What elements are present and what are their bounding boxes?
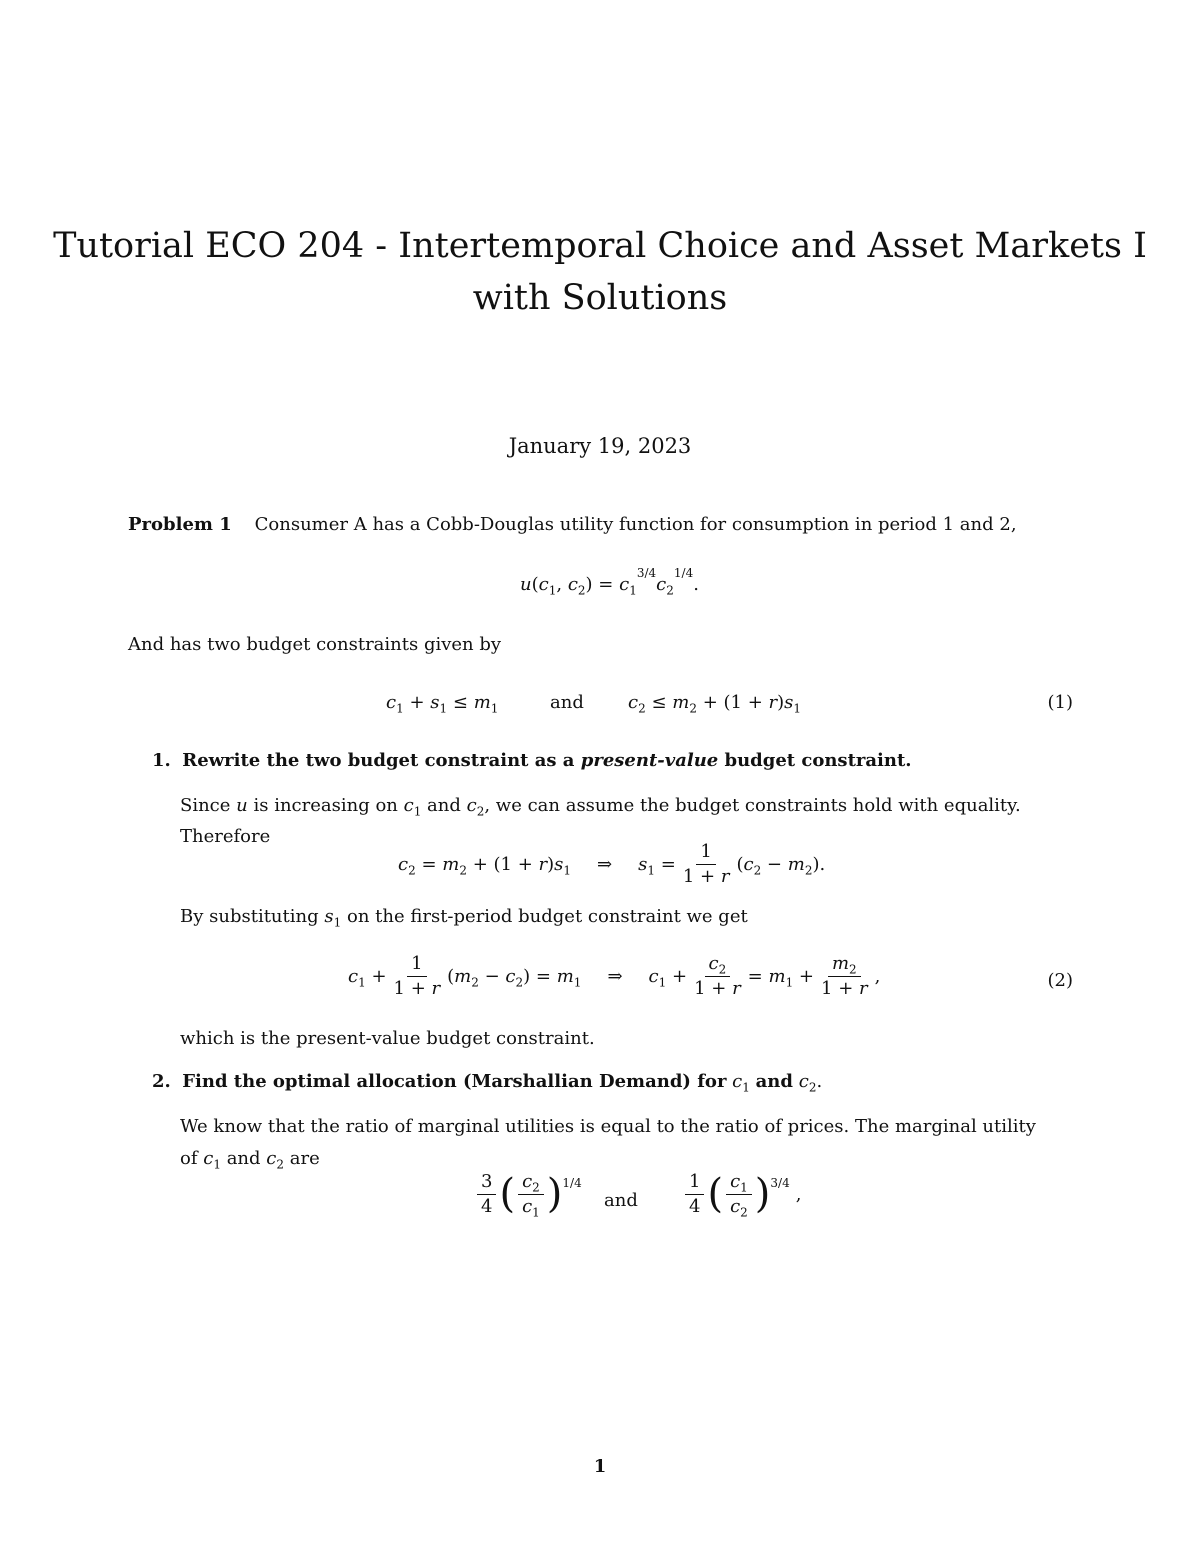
q1-savings-equation: $c_2 = m_2 + (1 + r)s_1$ ⇒ $s_1$ = $\frac{1}{1 + r}$ $(c_2 - m_2)$. [398,841,826,887]
document-title-line1: Tutorial ECO 204 - Intertemporal Choice and Asset Markets I [53,226,1147,266]
q1-prompt: 1. Rewrite the two budget constraint as a present-value budget constraint. [152,750,912,771]
q2-prompt: 2. Find the optimal allocation (Marshallian Demand) for $c_1$ and $c_2$. [152,1071,823,1095]
equation-number-2: (2) [1047,970,1073,991]
budget-constraint-1: $c_1 + s_1 \le m_1$ [386,692,499,716]
q1-therefore: Therefore [180,826,271,847]
present-value-equation: $c_1$ + $\frac{1}{1 + r}$ $(m_2 - c_2) = m_1$ ⇒ $c_1$ + $\frac{c_2}{1 + r}$ = $m_1$ + $\frac{m_2}{1 + r}$ , [348,953,881,999]
q1-prompt-italic: present-value [580,750,719,771]
q2-solution-line1: We know that the ratio of marginal utilities is equal to the ratio of prices. The marginal utility [180,1116,1036,1137]
page-number: 1 [593,1456,607,1477]
marginal-utility-c2: $\frac{1}{4}$ ( $\frac{c_1}{c_2}$ ) 3/4 , [682,1172,801,1217]
utility-equation: $u(c_1$, $c_2) = c_1^{3/4}c_2^{1/4}$. [520,566,699,598]
q2-solution-line2: of $c_1$ and $c_2$ are [180,1148,320,1172]
q1-solution-line1: Since u is increasing on $c_1$ and $c_2$, we can assume the budget constraints hold with equality. [180,795,1021,819]
document-date: January 19, 2023 [508,434,692,458]
problem-intro [128,514,1017,535]
marginal-utility-connector: and [604,1190,638,1211]
problem-label: Problem 1 [128,514,232,535]
q1-conclusion: which is the present-value budget constraint. [180,1028,595,1049]
problem-intro-text: Consumer A has a Cobb-Douglas utility function for consumption in period 1 and 2, [254,514,1017,535]
q1-number: 1. [152,750,171,771]
budget-connector: and [550,692,584,713]
document-title-line2: with Solutions [472,278,728,318]
budget-constraint-2: $c_2 \le m_2 + (1 + r)s_1$ [628,692,802,716]
q1-substitution-text: By substituting $s_1$ on the first-period budget constraint we get [180,906,748,930]
marginal-utility-c1: $\frac{3}{4}$ ( $\frac{c_2}{c_1}$ ) 1/4 [474,1172,582,1217]
q2-number: 2. [152,1071,171,1092]
equation-number-1: (1) [1047,692,1073,713]
budget-intro: And has two budget constraints given by [128,634,502,655]
